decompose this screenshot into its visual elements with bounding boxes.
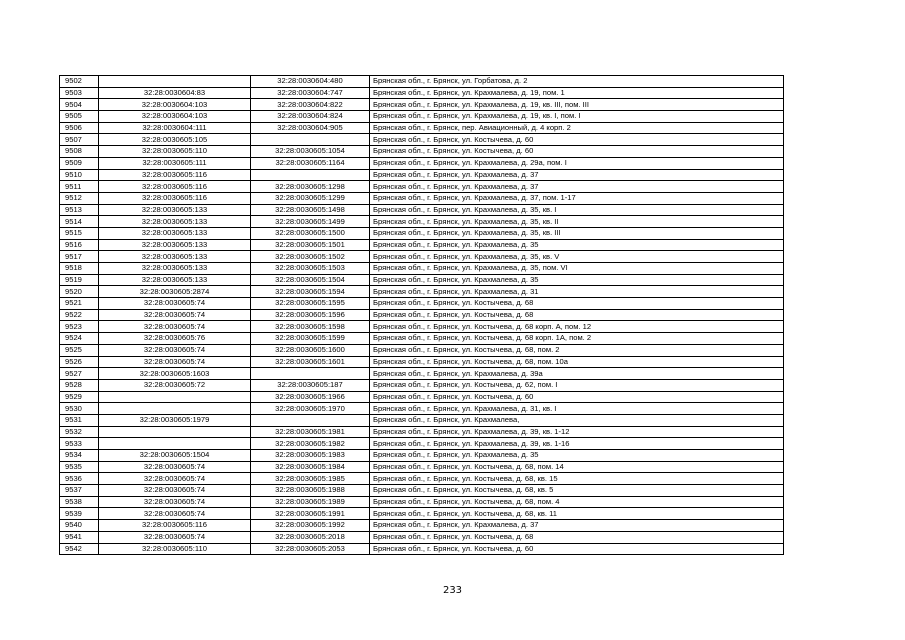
- parcel-cadastral-number-cell: 32:28:0030605:72: [99, 379, 251, 391]
- object-cadastral-number-cell: 32:28:0030605:1299: [251, 192, 370, 204]
- table-row: [60, 438, 784, 450]
- parcel-cadastral-number-cell: 32:28:0030604:103: [99, 99, 251, 111]
- table-row: [60, 286, 784, 298]
- address-cell: Брянская обл., г. Брянск, ул. Крахмалева, д. 35, кв. I: [370, 204, 784, 216]
- object-cadastral-number-cell: 32:28:0030605:1501: [251, 239, 370, 251]
- table-row: [60, 134, 784, 146]
- row-number-cell: 9514: [60, 216, 99, 228]
- row-number-cell: 9522: [60, 309, 99, 321]
- address-cell: Брянская обл., г. Брянск, ул. Крахмалева, д. 35, пом. VI: [370, 263, 784, 275]
- parcel-cadastral-number-cell: 32:28:0030605:133: [99, 263, 251, 275]
- parcel-cadastral-number-cell: 32:28:0030605:1603: [99, 368, 251, 380]
- parcel-cadastral-number-cell: [99, 403, 251, 415]
- address-cell: Брянская обл., г. Брянск, ул. Крахмалева, д. 35, кв. V: [370, 251, 784, 263]
- parcel-cadastral-number-cell: [99, 426, 251, 438]
- table-row: [60, 391, 784, 403]
- row-number-cell: 9523: [60, 321, 99, 333]
- table-row: [60, 99, 784, 111]
- table-row: [60, 368, 784, 380]
- object-cadastral-number-cell: 32:28:0030605:2053: [251, 543, 370, 555]
- row-number-cell: 9507: [60, 134, 99, 146]
- object-cadastral-number-cell: 32:28:0030604:747: [251, 87, 370, 99]
- object-cadastral-number-cell: 32:28:0030605:1500: [251, 227, 370, 239]
- table-row: [60, 157, 784, 169]
- object-cadastral-number-cell: 32:28:0030605:1599: [251, 333, 370, 345]
- object-cadastral-number-cell: 32:28:0030605:1984: [251, 461, 370, 473]
- row-number-cell: 9538: [60, 496, 99, 508]
- object-cadastral-number-cell: 32:28:0030605:1988: [251, 485, 370, 497]
- parcel-cadastral-number-cell: 32:28:0030605:116: [99, 520, 251, 532]
- row-number-cell: 9502: [60, 76, 99, 88]
- table-row: [60, 403, 784, 415]
- object-cadastral-number-cell: 32:28:0030605:1164: [251, 157, 370, 169]
- object-cadastral-number-cell: [251, 414, 370, 426]
- row-number-cell: 9511: [60, 181, 99, 193]
- parcel-cadastral-number-cell: 32:28:0030605:1979: [99, 414, 251, 426]
- table-row: [60, 450, 784, 462]
- row-number-cell: 9532: [60, 426, 99, 438]
- parcel-cadastral-number-cell: 32:28:0030605:105: [99, 134, 251, 146]
- row-number-cell: 9510: [60, 169, 99, 181]
- address-cell: Брянская обл., г. Брянск, ул. Костычева, д. 68, пом. 4: [370, 496, 784, 508]
- parcel-cadastral-number-cell: 32:28:0030605:74: [99, 298, 251, 310]
- row-number-cell: 9533: [60, 438, 99, 450]
- object-cadastral-number-cell: 32:28:0030605:1600: [251, 344, 370, 356]
- table-row: [60, 169, 784, 181]
- row-number-cell: 9529: [60, 391, 99, 403]
- parcel-cadastral-number-cell: 32:28:0030605:74: [99, 309, 251, 321]
- address-cell: Брянская обл., г. Брянск, ул. Костычева, д. 62, пом. I: [370, 379, 784, 391]
- object-cadastral-number-cell: 32:28:0030605:187: [251, 379, 370, 391]
- object-cadastral-number-cell: 32:28:0030605:1982: [251, 438, 370, 450]
- object-cadastral-number-cell: 32:28:0030605:1499: [251, 216, 370, 228]
- address-cell: Брянская обл., г. Брянск, ул. Крахмалева, д. 35, кв. III: [370, 227, 784, 239]
- table-row: [60, 227, 784, 239]
- property-registry-table: [59, 75, 784, 555]
- parcel-cadastral-number-cell: 32:28:0030605:2874: [99, 286, 251, 298]
- object-cadastral-number-cell: 32:28:0030605:1502: [251, 251, 370, 263]
- address-cell: Брянская обл., г. Брянск, ул. Крахмалева, д. 37: [370, 181, 784, 193]
- address-cell: Брянская обл., г. Брянск, ул. Костычева, д. 60: [370, 543, 784, 555]
- address-cell: Брянская обл., г. Брянск, ул. Крахмалева, д. 29а, пом. I: [370, 157, 784, 169]
- parcel-cadastral-number-cell: 32:28:0030605:74: [99, 485, 251, 497]
- address-cell: Брянская обл., г. Брянск, ул. Костычева, д. 68, пом. 14: [370, 461, 784, 473]
- table-row: [60, 356, 784, 368]
- parcel-cadastral-number-cell: 32:28:0030605:74: [99, 531, 251, 543]
- address-cell: Брянская обл., г. Брянск, ул. Костычева, д. 68, кв. 15: [370, 473, 784, 485]
- address-cell: Брянская обл., г. Брянск, ул. Крахмалева, д. 37: [370, 169, 784, 181]
- parcel-cadastral-number-cell: 32:28:0030605:116: [99, 169, 251, 181]
- object-cadastral-number-cell: 32:28:0030605:1596: [251, 309, 370, 321]
- address-cell: Брянская обл., г. Брянск, ул. Крахмалева, д. 19, пом. 1: [370, 87, 784, 99]
- row-number-cell: 9542: [60, 543, 99, 555]
- row-number-cell: 9520: [60, 286, 99, 298]
- parcel-cadastral-number-cell: 32:28:0030605:133: [99, 251, 251, 263]
- object-cadastral-number-cell: 32:28:0030605:1298: [251, 181, 370, 193]
- object-cadastral-number-cell: 32:28:0030605:1981: [251, 426, 370, 438]
- address-cell: Брянская обл., г. Брянск, ул. Костычева, д. 60: [370, 134, 784, 146]
- address-cell: Брянская обл., г. Брянск, ул. Крахмалева, д. 35, кв. II: [370, 216, 784, 228]
- object-cadastral-number-cell: 32:28:0030605:1983: [251, 450, 370, 462]
- parcel-cadastral-number-cell: 32:28:0030605:1504: [99, 450, 251, 462]
- address-cell: Брянская обл., г. Брянск, ул. Костычева, д. 68, кв. 11: [370, 508, 784, 520]
- address-cell: Брянская обл., г. Брянск, ул. Крахмалева, д. 19, кв. I, пом. I: [370, 111, 784, 123]
- address-cell: Брянская обл., г. Брянск, ул. Костычева, д. 68, пом. 2: [370, 344, 784, 356]
- table-row: [60, 543, 784, 555]
- table-row: [60, 111, 784, 123]
- row-number-cell: 9537: [60, 485, 99, 497]
- address-cell: Брянская обл., г. Брянск, ул. Костычева, д. 68: [370, 298, 784, 310]
- row-number-cell: 9535: [60, 461, 99, 473]
- row-number-cell: 9527: [60, 368, 99, 380]
- address-cell: Брянская обл., г. Брянск, ул. Крахмалева, д. 37, пом. 1-17: [370, 192, 784, 204]
- object-cadastral-number-cell: 32:28:0030605:2018: [251, 531, 370, 543]
- parcel-cadastral-number-cell: 32:28:0030604:103: [99, 111, 251, 123]
- table-row: [60, 146, 784, 158]
- object-cadastral-number-cell: 32:28:0030605:1966: [251, 391, 370, 403]
- parcel-cadastral-number-cell: 32:28:0030605:74: [99, 508, 251, 520]
- table-body: [60, 76, 784, 555]
- row-number-cell: 9526: [60, 356, 99, 368]
- table-row: [60, 333, 784, 345]
- address-cell: Брянская обл., г. Брянск, ул. Крахмалева, д. 31: [370, 286, 784, 298]
- table-row: [60, 274, 784, 286]
- page-number: 233: [442, 585, 463, 596]
- table-row: [60, 122, 784, 134]
- address-cell: Брянская обл., г. Брянск, ул. Крахмалева, д. 35: [370, 274, 784, 286]
- parcel-cadastral-number-cell: 32:28:0030605:74: [99, 473, 251, 485]
- object-cadastral-number-cell: 32:28:0030604:905: [251, 122, 370, 134]
- parcel-cadastral-number-cell: 32:28:0030605:74: [99, 344, 251, 356]
- parcel-cadastral-number-cell: 32:28:0030604:83: [99, 87, 251, 99]
- table-row: [60, 192, 784, 204]
- table-row: [60, 87, 784, 99]
- address-cell: Брянская обл., г. Брянск, ул. Крахмалева, д. 37: [370, 520, 784, 532]
- row-number-cell: 9528: [60, 379, 99, 391]
- parcel-cadastral-number-cell: 32:28:0030605:133: [99, 274, 251, 286]
- object-cadastral-number-cell: 32:28:0030605:1992: [251, 520, 370, 532]
- address-cell: Брянская обл., г. Брянск, ул. Костычева, д. 60: [370, 391, 784, 403]
- address-cell: Брянская обл., г. Брянск, ул. Костычева, д. 68, кв. 5: [370, 485, 784, 497]
- table-row: [60, 426, 784, 438]
- row-number-cell: 9531: [60, 414, 99, 426]
- object-cadastral-number-cell: 32:28:0030605:1503: [251, 263, 370, 275]
- object-cadastral-number-cell: 32:28:0030605:1504: [251, 274, 370, 286]
- object-cadastral-number-cell: 32:28:0030605:1498: [251, 204, 370, 216]
- object-cadastral-number-cell: 32:28:0030605:1054: [251, 146, 370, 158]
- address-cell: Брянская обл., г. Брянск, ул. Костычева, д. 60: [370, 146, 784, 158]
- parcel-cadastral-number-cell: 32:28:0030605:133: [99, 227, 251, 239]
- parcel-cadastral-number-cell: 32:28:0030605:74: [99, 496, 251, 508]
- object-cadastral-number-cell: 32:28:0030605:1594: [251, 286, 370, 298]
- parcel-cadastral-number-cell: 32:28:0030605:111: [99, 157, 251, 169]
- table-row: [60, 379, 784, 391]
- table-row: [60, 531, 784, 543]
- row-number-cell: 9541: [60, 531, 99, 543]
- row-number-cell: 9509: [60, 157, 99, 169]
- row-number-cell: 9516: [60, 239, 99, 251]
- row-number-cell: 9506: [60, 122, 99, 134]
- row-number-cell: 9540: [60, 520, 99, 532]
- parcel-cadastral-number-cell: 32:28:0030605:74: [99, 461, 251, 473]
- object-cadastral-number-cell: 32:28:0030605:1595: [251, 298, 370, 310]
- table-row: [60, 508, 784, 520]
- parcel-cadastral-number-cell: 32:28:0030605:133: [99, 204, 251, 216]
- row-number-cell: 9517: [60, 251, 99, 263]
- table-row: [60, 344, 784, 356]
- table-row: [60, 251, 784, 263]
- row-number-cell: 9521: [60, 298, 99, 310]
- address-cell: Брянская обл., г. Брянск, ул. Крахмалева, д. 35: [370, 239, 784, 251]
- parcel-cadastral-number-cell: 32:28:0030605:76: [99, 333, 251, 345]
- row-number-cell: 9504: [60, 99, 99, 111]
- address-cell: Брянская обл., г. Брянск, ул. Крахмалева, д. 39, кв. 1-12: [370, 426, 784, 438]
- row-number-cell: 9525: [60, 344, 99, 356]
- address-cell: Брянская обл., г. Брянск, пер. Авиационный, д. 4 корп. 2: [370, 122, 784, 134]
- row-number-cell: 9503: [60, 87, 99, 99]
- address-cell: Брянская обл., г. Брянск, ул. Крахмалева,: [370, 414, 784, 426]
- address-cell: Брянская обл., г. Брянск, ул. Крахмалева, д. 39а: [370, 368, 784, 380]
- parcel-cadastral-number-cell: 32:28:0030604:111: [99, 122, 251, 134]
- row-number-cell: 9539: [60, 508, 99, 520]
- parcel-cadastral-number-cell: [99, 391, 251, 403]
- parcel-cadastral-number-cell: 32:28:0030605:133: [99, 216, 251, 228]
- parcel-cadastral-number-cell: 32:28:0030605:74: [99, 356, 251, 368]
- row-number-cell: 9512: [60, 192, 99, 204]
- address-cell: Брянская обл., г. Брянск, ул. Костычева, д. 68 корп. 1А, пом. 2: [370, 333, 784, 345]
- table-row: [60, 520, 784, 532]
- table-row: [60, 204, 784, 216]
- parcel-cadastral-number-cell: 32:28:0030605:116: [99, 181, 251, 193]
- object-cadastral-number-cell: [251, 368, 370, 380]
- address-cell: Брянская обл., г. Брянск, ул. Костычева, д. 68: [370, 531, 784, 543]
- address-cell: Брянская обл., г. Брянск, ул. Крахмалева, д. 19, кв. III, пом. III: [370, 99, 784, 111]
- table-row: [60, 239, 784, 251]
- row-number-cell: 9524: [60, 333, 99, 345]
- parcel-cadastral-number-cell: [99, 76, 251, 88]
- address-cell: Брянская обл., г. Брянск, ул. Горбатова, д. 2: [370, 76, 784, 88]
- address-cell: Брянская обл., г. Брянск, ул. Крахмалева, д. 31, кв. I: [370, 403, 784, 415]
- row-number-cell: 9505: [60, 111, 99, 123]
- table-row: [60, 321, 784, 333]
- row-number-cell: 9513: [60, 204, 99, 216]
- object-cadastral-number-cell: 32:28:0030605:1970: [251, 403, 370, 415]
- object-cadastral-number-cell: 32:28:0030605:1985: [251, 473, 370, 485]
- table-row: [60, 461, 784, 473]
- object-cadastral-number-cell: 32:28:0030605:1989: [251, 496, 370, 508]
- parcel-cadastral-number-cell: 32:28:0030605:74: [99, 321, 251, 333]
- parcel-cadastral-number-cell: 32:28:0030605:110: [99, 543, 251, 555]
- object-cadastral-number-cell: 32:28:0030604:822: [251, 99, 370, 111]
- row-number-cell: 9534: [60, 450, 99, 462]
- table-row: [60, 263, 784, 275]
- row-number-cell: 9519: [60, 274, 99, 286]
- parcel-cadastral-number-cell: 32:28:0030605:116: [99, 192, 251, 204]
- parcel-cadastral-number-cell: 32:28:0030605:110: [99, 146, 251, 158]
- object-cadastral-number-cell: [251, 134, 370, 146]
- address-cell: Брянская обл., г. Брянск, ул. Костычева, д. 68: [370, 309, 784, 321]
- address-cell: Брянская обл., г. Брянск, ул. Костычева, д. 68 корп. А, пом. 12: [370, 321, 784, 333]
- object-cadastral-number-cell: 32:28:0030605:1991: [251, 508, 370, 520]
- table-row: [60, 485, 784, 497]
- parcel-cadastral-number-cell: 32:28:0030605:133: [99, 239, 251, 251]
- row-number-cell: 9518: [60, 263, 99, 275]
- row-number-cell: 9508: [60, 146, 99, 158]
- table-row: [60, 298, 784, 310]
- row-number-cell: 9515: [60, 227, 99, 239]
- address-cell: Брянская обл., г. Брянск, ул. Крахмалева, д. 39, кв. 1-16: [370, 438, 784, 450]
- object-cadastral-number-cell: 32:28:0030605:1601: [251, 356, 370, 368]
- table-row: [60, 181, 784, 193]
- table-row: [60, 414, 784, 426]
- parcel-cadastral-number-cell: [99, 438, 251, 450]
- row-number-cell: 9536: [60, 473, 99, 485]
- address-cell: Брянская обл., г. Брянск, ул. Крахмалева, д. 35: [370, 450, 784, 462]
- object-cadastral-number-cell: 32:28:0030604:480: [251, 76, 370, 88]
- object-cadastral-number-cell: 32:28:0030605:1598: [251, 321, 370, 333]
- object-cadastral-number-cell: [251, 169, 370, 181]
- object-cadastral-number-cell: 32:28:0030604:824: [251, 111, 370, 123]
- row-number-cell: 9530: [60, 403, 99, 415]
- table-row: [60, 473, 784, 485]
- table-row: [60, 309, 784, 321]
- table-row: [60, 216, 784, 228]
- address-cell: Брянская обл., г. Брянск, ул. Костычева, д. 68, пом. 10а: [370, 356, 784, 368]
- table-row: [60, 76, 784, 88]
- table-row: [60, 496, 784, 508]
